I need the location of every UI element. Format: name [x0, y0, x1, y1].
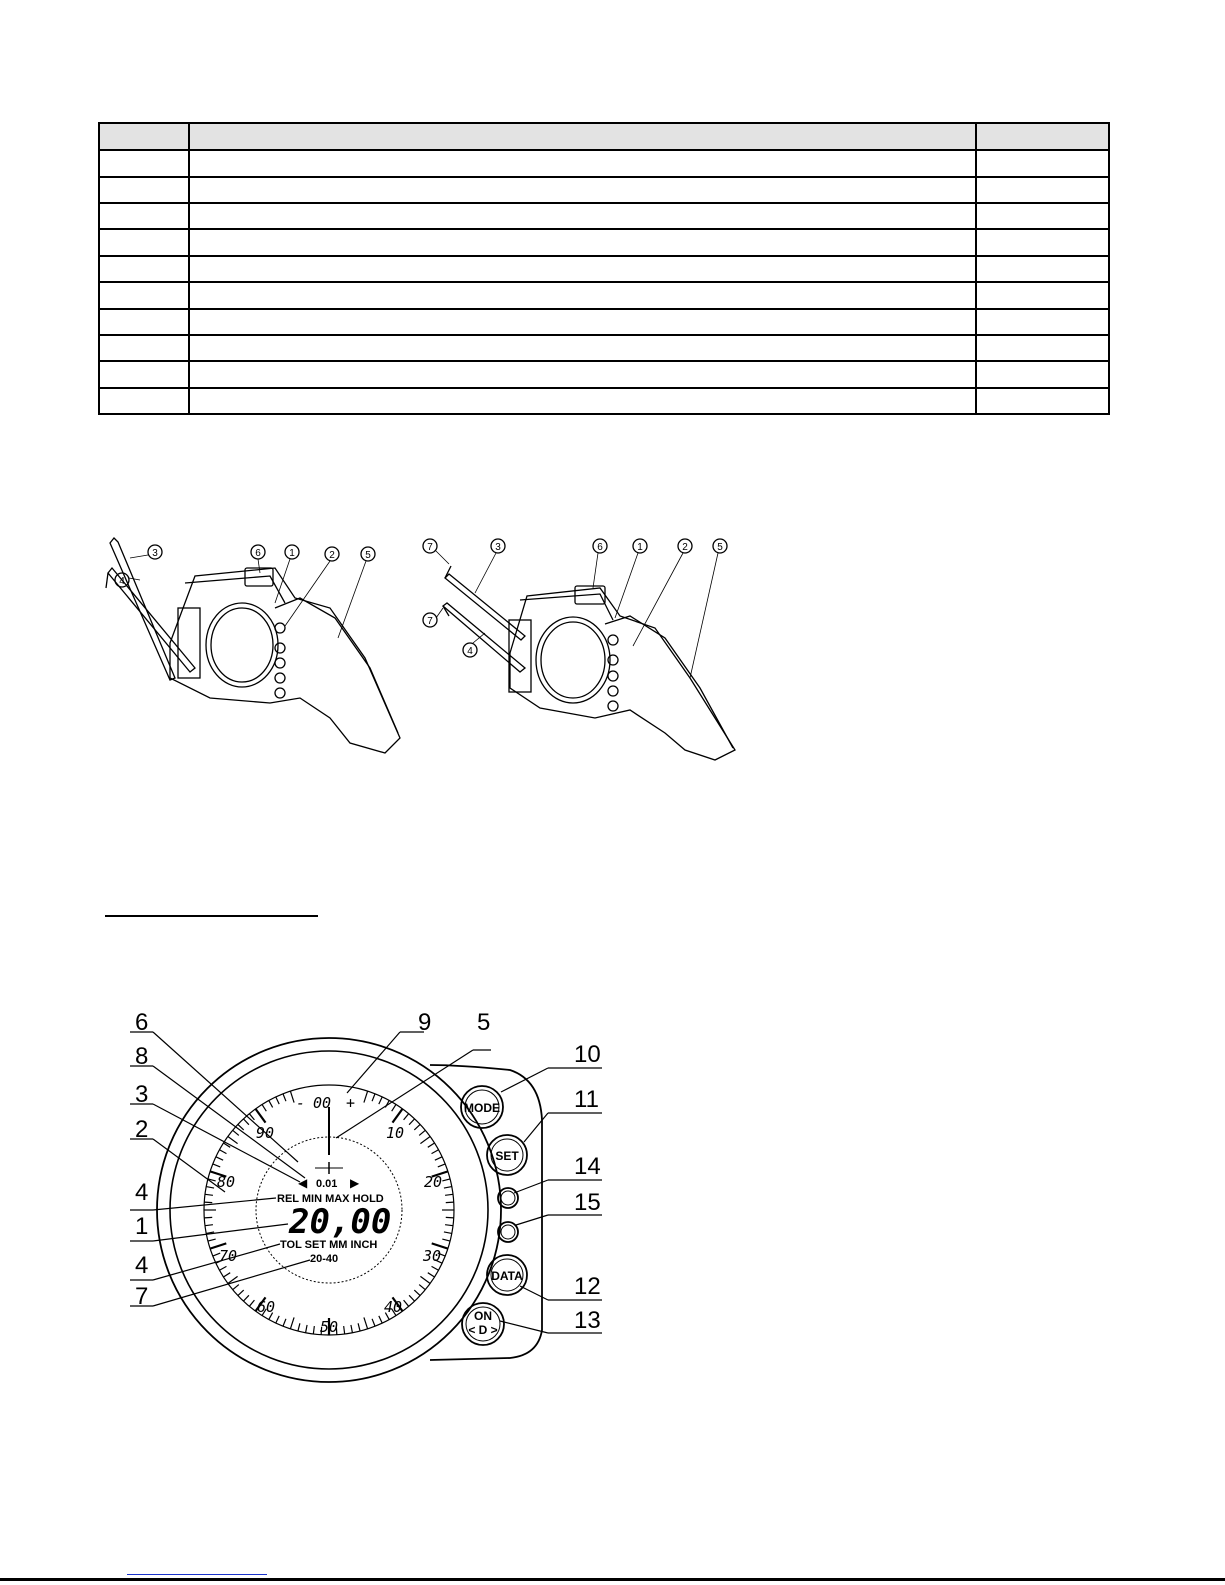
table-cell	[99, 177, 189, 203]
scale-tick	[419, 1285, 425, 1290]
table-cell	[976, 388, 1109, 414]
dial-face	[206, 603, 278, 687]
scale-tick	[392, 1109, 402, 1123]
scale-tick	[379, 1097, 382, 1104]
scale-tick	[276, 1316, 279, 1323]
on-button-label: ON	[474, 1309, 492, 1323]
mode-indicators: REL MIN MAX HOLD	[277, 1193, 384, 1205]
scale-tick	[351, 1325, 352, 1333]
scale-tick	[420, 1276, 430, 1283]
lower-jaw	[443, 603, 525, 672]
table-row	[99, 177, 1109, 203]
table-cell	[189, 388, 976, 414]
table-row	[99, 203, 1109, 229]
callout-leader	[275, 559, 290, 603]
mode-button-label: MODE	[464, 1101, 500, 1115]
scale-tick	[372, 1094, 375, 1101]
resolution-left-arrow: ◀	[298, 1176, 308, 1190]
table-cell	[976, 309, 1109, 335]
callout-leader	[690, 553, 718, 678]
table-row	[99, 150, 1109, 176]
scale-tick	[205, 1194, 213, 1195]
scale-tick	[445, 1194, 453, 1195]
table-cell	[99, 309, 189, 335]
callout-5: 5	[477, 1009, 491, 1036]
callout-leader	[436, 608, 443, 618]
scale-tick	[276, 1097, 279, 1104]
scale-tick	[428, 1273, 435, 1277]
scale-tick	[219, 1266, 226, 1270]
callout-leader	[615, 553, 638, 618]
indicator-led-1-inner	[501, 1191, 515, 1205]
table-cell	[189, 309, 976, 335]
scale-60: 60	[257, 1298, 276, 1316]
callout-leader	[435, 550, 449, 564]
callout-9: 9	[418, 1009, 432, 1036]
table-cell	[189, 123, 976, 150]
scale-tick	[233, 1130, 239, 1135]
callout-number: 6	[597, 542, 603, 553]
callout-7: 7	[135, 1283, 149, 1310]
callout-number: 5	[365, 550, 371, 561]
scale-tick	[213, 1164, 220, 1167]
callout-number: 6	[255, 548, 261, 559]
scale-tick	[372, 1319, 375, 1326]
scale-tick	[344, 1326, 345, 1334]
scale-tick	[432, 1266, 439, 1270]
table-cell	[976, 282, 1109, 308]
top-edge	[520, 594, 613, 620]
data-button[interactable]	[487, 1255, 527, 1295]
scale-tick	[204, 1202, 212, 1203]
scale-tick	[409, 1295, 414, 1301]
scale-tick	[205, 1225, 213, 1226]
scale-tick	[392, 1104, 396, 1111]
scale-tick	[243, 1119, 248, 1125]
callout-number: 7	[427, 542, 433, 553]
table-cell	[189, 150, 976, 176]
scale-00: 00	[313, 1094, 332, 1112]
callout-number: 4	[119, 576, 125, 587]
side-panel	[178, 608, 200, 678]
dial-display-figure	[130, 1010, 610, 1410]
table-row	[99, 229, 1109, 255]
callout-10: 10	[574, 1041, 601, 1068]
table-cell	[976, 177, 1109, 203]
scale-tick	[414, 1290, 420, 1295]
callout-number: 1	[289, 548, 295, 559]
scale-tick	[256, 1109, 266, 1123]
table-cell	[976, 229, 1109, 255]
callout-12: 12	[574, 1273, 601, 1300]
table-row	[99, 309, 1109, 335]
scale-90: 90	[256, 1124, 275, 1142]
gauge-drawing-outside	[100, 528, 460, 768]
scale-20: 20	[424, 1173, 443, 1191]
table-cell	[189, 229, 976, 255]
scale-tick	[243, 1295, 248, 1301]
scale-tick	[223, 1273, 230, 1277]
scale-tick	[233, 1285, 239, 1290]
dial-face	[536, 617, 610, 703]
scale-50: 50	[320, 1318, 339, 1336]
callout-leader	[473, 633, 485, 643]
scale-tick	[228, 1137, 238, 1144]
table-cell	[976, 361, 1109, 387]
scale-tick	[409, 1119, 414, 1125]
table-cell	[189, 203, 976, 229]
upper-jaw	[110, 538, 175, 680]
table-row	[99, 256, 1109, 282]
table-cell	[99, 123, 189, 150]
table-cell	[189, 361, 976, 387]
scale-tick	[290, 1091, 294, 1102]
callout-14: 14	[574, 1153, 601, 1180]
side-panel	[509, 620, 531, 692]
callout-number: 2	[682, 542, 688, 553]
dial-inner	[211, 608, 273, 682]
scale-tick	[442, 1239, 450, 1241]
table-cell	[976, 335, 1109, 361]
callout-number: 3	[495, 542, 501, 553]
callout-13: 13	[574, 1307, 601, 1334]
table-cell	[99, 388, 189, 414]
scale-tick	[364, 1317, 368, 1328]
callout-leader	[475, 553, 496, 593]
scale-tick	[298, 1323, 300, 1331]
callout-number: 4	[467, 646, 473, 657]
callout-number: 1	[637, 542, 643, 553]
scale-tick	[269, 1100, 273, 1107]
scale-tick	[444, 1187, 452, 1188]
table-row	[99, 388, 1109, 414]
table-cell	[99, 150, 189, 176]
section-heading-underline	[105, 915, 318, 917]
scale-tick	[313, 1326, 314, 1334]
table-cell	[99, 229, 189, 255]
scale-70: 70	[219, 1247, 238, 1265]
table-cell	[99, 256, 189, 282]
leader-lines	[130, 1032, 602, 1333]
footer-link[interactable]	[127, 1574, 267, 1575]
scale-tick	[262, 1104, 266, 1111]
scale-tick	[204, 1217, 212, 1218]
scale-tick	[445, 1225, 453, 1226]
callout-4a: 4	[135, 1179, 149, 1206]
scale-tick	[208, 1239, 216, 1241]
callout-3: 3	[135, 1081, 149, 1108]
scale-tick	[442, 1179, 450, 1181]
data-button-label: DATA	[491, 1269, 523, 1283]
callout-number: 3	[152, 548, 158, 559]
scale-tick	[446, 1202, 454, 1203]
tolerance-range: 20-40	[310, 1253, 339, 1265]
handle-ridge	[605, 616, 733, 748]
scale-tick	[428, 1143, 435, 1147]
on-button-sublabel: < D >	[468, 1323, 498, 1337]
table-cell	[99, 361, 189, 387]
scale-10: 10	[386, 1124, 405, 1142]
main-reading: 20,00	[289, 1202, 392, 1242]
table-cell	[976, 123, 1109, 150]
callout-leader	[130, 555, 148, 558]
table-header-row	[99, 123, 1109, 150]
callout-1: 1	[135, 1213, 149, 1240]
scale-plus: +	[346, 1094, 356, 1112]
scale-tick	[432, 1150, 439, 1154]
table-row	[99, 335, 1109, 361]
scale-tick	[290, 1317, 294, 1328]
jaw-tip	[106, 573, 108, 588]
scale-tick	[249, 1300, 254, 1306]
scale-80: 80	[217, 1173, 236, 1191]
gauge-drawing-inside	[415, 528, 760, 768]
spec-table	[98, 122, 1110, 415]
resolution-right-arrow: ▶	[350, 1176, 360, 1190]
indicator-led-2-inner	[501, 1225, 515, 1239]
table-cell	[99, 335, 189, 361]
scale-minus: -	[296, 1094, 306, 1112]
scale-tick	[404, 1300, 409, 1306]
scale-tick	[283, 1094, 286, 1101]
scale-40: 40	[384, 1298, 403, 1316]
callout-15: 15	[574, 1189, 601, 1216]
top-edge	[185, 576, 285, 603]
scale-tick	[419, 1130, 425, 1135]
scale-tick	[444, 1232, 452, 1233]
on-button[interactable]	[462, 1303, 504, 1345]
table-cell	[189, 282, 976, 308]
footer-rule	[0, 1578, 1225, 1581]
callout-4b: 4	[135, 1252, 149, 1279]
upper-jaw	[445, 574, 525, 640]
callout-11: 11	[574, 1086, 599, 1113]
set-button[interactable]	[487, 1135, 527, 1175]
callout-number: 2	[329, 550, 335, 561]
table-cell	[99, 282, 189, 308]
scale-tick	[379, 1316, 382, 1323]
scale-tick	[420, 1137, 430, 1144]
scale-tick	[358, 1323, 360, 1331]
table-row	[99, 282, 1109, 308]
callout-leader	[593, 553, 598, 588]
table-row	[99, 361, 1109, 387]
unit-indicators: TOL SET MM INCH	[280, 1239, 378, 1251]
scale-tick	[435, 1157, 442, 1160]
scale-30: 30	[423, 1247, 442, 1265]
scale-tick	[216, 1157, 223, 1160]
scale-tick	[438, 1164, 445, 1167]
scale-tick	[446, 1217, 454, 1218]
table-cell	[976, 150, 1109, 176]
scale-tick	[206, 1187, 214, 1188]
table-cell	[976, 256, 1109, 282]
scale-tick	[364, 1091, 368, 1102]
table-cell	[189, 177, 976, 203]
scale-tick	[414, 1124, 420, 1129]
callout-leader	[258, 559, 260, 573]
table-cell	[976, 203, 1109, 229]
callout-8: 8	[135, 1043, 149, 1070]
set-button-label: SET	[495, 1149, 519, 1163]
table-cell	[189, 335, 976, 361]
callout-number: 7	[427, 616, 433, 627]
scale-tick	[306, 1325, 307, 1333]
table-cell	[99, 203, 189, 229]
mode-button[interactable]	[461, 1086, 503, 1128]
scale-tick	[219, 1150, 226, 1154]
table-cell	[189, 256, 976, 282]
callout-2: 2	[135, 1116, 149, 1143]
resolution-text: 0.01	[316, 1178, 338, 1190]
scale-tick	[404, 1114, 409, 1120]
jaw-tip-upper	[445, 566, 451, 578]
callout-6: 6	[135, 1009, 149, 1036]
callout-number: 5	[717, 542, 723, 553]
scale-tick	[283, 1319, 286, 1326]
scale-tick	[238, 1290, 244, 1295]
callout-leader	[338, 561, 366, 638]
dial-inner	[541, 622, 605, 698]
side-buttons	[608, 635, 618, 711]
